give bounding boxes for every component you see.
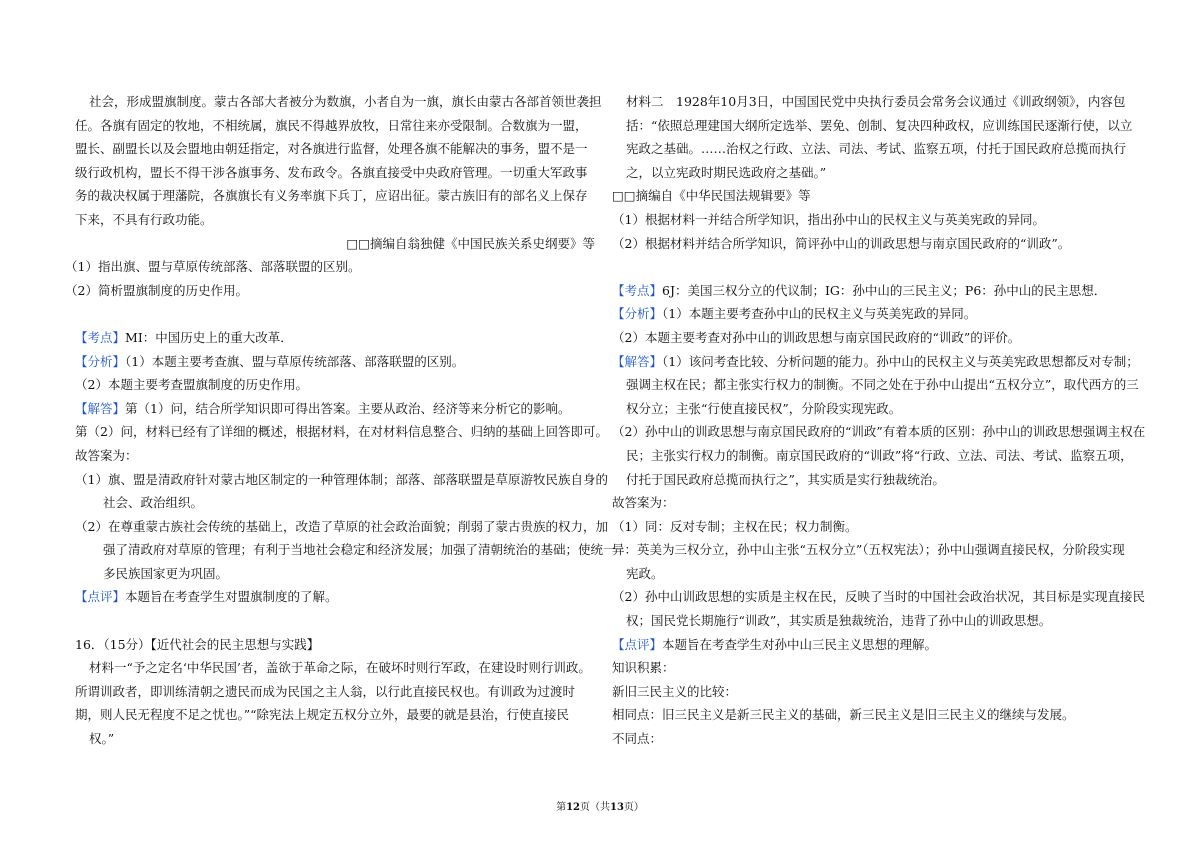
jieda-line [612,350,1140,374]
text-line: 多民族国家更为巩固。 [103,565,229,581]
text-line: 权。” [89,731,115,747]
kaodian-text: MI：中国历史上的重大改革． [125,329,293,345]
fenxi-line [612,302,1140,326]
jieda-text: 第（1）问，结合所学知识即可得出答案。主要从政治、经济等来分析它的影响。 [125,400,571,416]
text-line: 期，则人民无程度不足之忧也。”“除宪法上规定五权分立外，最要的就是县治，行使直接民 [75,707,570,723]
right-column [612,90,1146,751]
dianping-text: 本题旨在考查学生对盟旗制度的了解。 [125,589,338,605]
kaodian-tag: 【考点】 [75,329,126,345]
question-2: （2）简析盟旗制度的历史作用。 [65,282,248,298]
jieda-tag: 【解答】 [612,353,663,369]
text-line: （1）旗、盟是清政府针对蒙古地区制定的一种管理体制；部落、部落联盟是草原游牧民族自身的 [75,471,608,487]
text-line: 权分立；主张“行使直接民权”，分阶段实现宪政。 [626,400,902,416]
text-line: 权；国民党长期施行“训政”，其实质是独裁统治，违背了孙中山的训政思想。 [626,613,1052,629]
kaodian-line [75,326,595,350]
text-line: 括：“依照总理建国大纲所定选举、罢免、创制、复决四种政权，应训练国民逐渐行使，以立 [626,117,1133,133]
dianping-line [612,633,1140,657]
kaodian-text: 6J：美国三权分立的代议制；IG：孙中山的三民主义；P6：孙中山的民主思想． [662,282,1107,298]
question-16-title: 16．（15分）【近代社会的民主思想与实践】 [75,636,320,652]
question-1: （1）根据材料一并结合所学知识，指出孙中山的民权主义与英美宪政的异同。 [612,211,1045,227]
footer-mid: 页（共 [580,802,610,813]
jieda-tag: 【解答】 [75,400,126,416]
text-line: 宪政之基础。……治权之行政、立法、司法、考试、监察五项，付托于国民政府总揽而执行 [626,141,1127,157]
text-line: （1）同：反对专制；主权在民；权力制衡。 [612,518,858,534]
text-line: （2）本题主要考查盟旗制度的历史作用。 [75,377,308,393]
answer-label: 故答案为： [75,447,138,463]
fenxi-tag: 【分析】 [612,306,663,322]
text-line: 宪政。 [626,565,664,581]
text-line: 材料一“予之定名‘中华民国’者，盖欲于革命之际，在破坏时则行军政，在建设时则行训政。 [89,660,591,676]
text-line: 下来，不具有行政功能。 [75,211,213,227]
text-line: 务的裁决权属于理藩院，各旗旗长有义务率旗下兵丁，应诏出征。蒙古族旧有的部名义上保存 [75,188,588,204]
text-line: 社会、政治组织。 [103,495,204,511]
text-line: 第（2）问，材料已经有了详细的概述，根据材料，在对材料信息整合、归纳的基础上回答即可。 [75,424,608,440]
text-line: 异：英美为三权分立，孙中山主张“五权分立”（五权宪法）；孙中山强调直接民权，分阶段实现 [612,542,1125,558]
dianping-tag: 【点评】 [612,636,663,652]
text-line: （2）本题主要考查对孙中山的训政思想与南京国民政府的“训政”的评价。 [612,329,1021,345]
text-line: 新旧三民主义的比较： [612,683,738,699]
fenxi-line [75,350,595,374]
text-line: （2）在尊重蒙古族社会传统的基础上，改造了草原的社会政治面貌；削弱了蒙古贵族的权力，加 [75,518,608,534]
dianping-text: 本题旨在考查学生对孙中山三民主义思想的理解。 [662,636,938,652]
fenxi-text: （1）本题主要考查旗、盟与草原传统部落、部落联盟的区别。 [125,353,465,369]
footer-post: 页） [623,802,644,813]
question-2: （2）根据材料并结合所学知识，简评孙中山的训政思想与南京国民政府的“训政”。 [612,235,1071,251]
page-footer [0,798,1200,813]
text-line: 任。各旗有固定的牧地，不相统属，旗民不得越界放牧，日常往来亦受限制。合数旗为一盟， [75,117,588,133]
text-line: （2）孙中山训政思想的实质是主权在民，反映了当时的中国社会政治状况，其目标是实现直接民 [612,589,1145,605]
text-line: （2）孙中山的训政思想与南京国民政府的“训政”有着本质的区别：孙中山的训政思想强调主权在 [612,424,1146,440]
text-line: 民；主张实行权力的制衡。南京国民政府的“训政”将“行政、立法、司法、考试、监察五项， [626,447,1133,463]
dianping-tag: 【点评】 [75,589,126,605]
kaodian-tag: 【考点】 [612,282,663,298]
fenxi-text: （1）本题主要考查孙中山的民权主义与英美宪政的异同。 [662,306,977,322]
jieda-line [75,397,595,421]
text-line: 相同点：旧三民主义是新三民主义的基础，新三民主义是旧三民主义的继续与发展。 [612,707,1075,723]
text-line: 盟长、副盟长以及会盟地由朝廷指定，对各旗进行监督，处理各旗不能解决的事务，盟不是一 [75,141,588,157]
text-line: 知识积累： [612,660,675,676]
text-line: 强调主权在民；都主张实行权力的制衡。不同之处在于孙中山提出“五权分立”，取代西方的三 [626,377,1139,393]
fenxi-tag: 【分析】 [75,353,126,369]
left-column [65,90,616,751]
page-number: 12 [566,802,580,813]
page-total: 13 [610,802,624,813]
dianping-line [75,585,595,609]
text-line: 所谓训政者，即训练清朝之遗民而成为民国之主人翁，以行此直接民权也。有训政为过渡时 [75,683,576,699]
source-citation: □□摘编自《中华民国法规辑要》等 [612,188,811,204]
jieda-text: （1）该问考查比较、分析问题的能力。孙中山的民权主义与英美宪政思想都反对专制； [662,353,1139,369]
text-line: 付托于国民政府总揽而执行之”，其实质是实行独裁统治。 [626,471,945,487]
question-1: （1）指出旗、盟与草原传统部落、部落联盟的区别。 [65,259,361,275]
text-line: 级行政机构，盟长不得干涉各旗事务、发布政令。各旗直接受中央政府管理。一切重大军政事 [75,164,588,180]
source-citation: □□摘编自翁独健《中国民族关系史纲要》等 [346,235,595,251]
text-line: 强了清政府对草原的管理；有利于当地社会稳定和经济发展；加强了清朝统治的基础；使统一 [103,542,616,558]
answer-label: 故答案为： [612,495,675,511]
text-line: 社会，形成盟旗制度。蒙古各部大者被分为数旗，小者自为一旗，旗长由蒙古各部首领世袭担 [89,94,602,109]
footer-pre: 第 [556,802,567,813]
text-line: 材料二 1928年10月3日，中国国民党中央执行委员会常务会议通过《训政纲领》，内容包 [626,94,1126,109]
kaodian-line [612,279,1140,303]
text-line: 之，以立宪政时期民选政府之基础。” [626,164,827,180]
text-line: 不同点： [612,731,663,747]
